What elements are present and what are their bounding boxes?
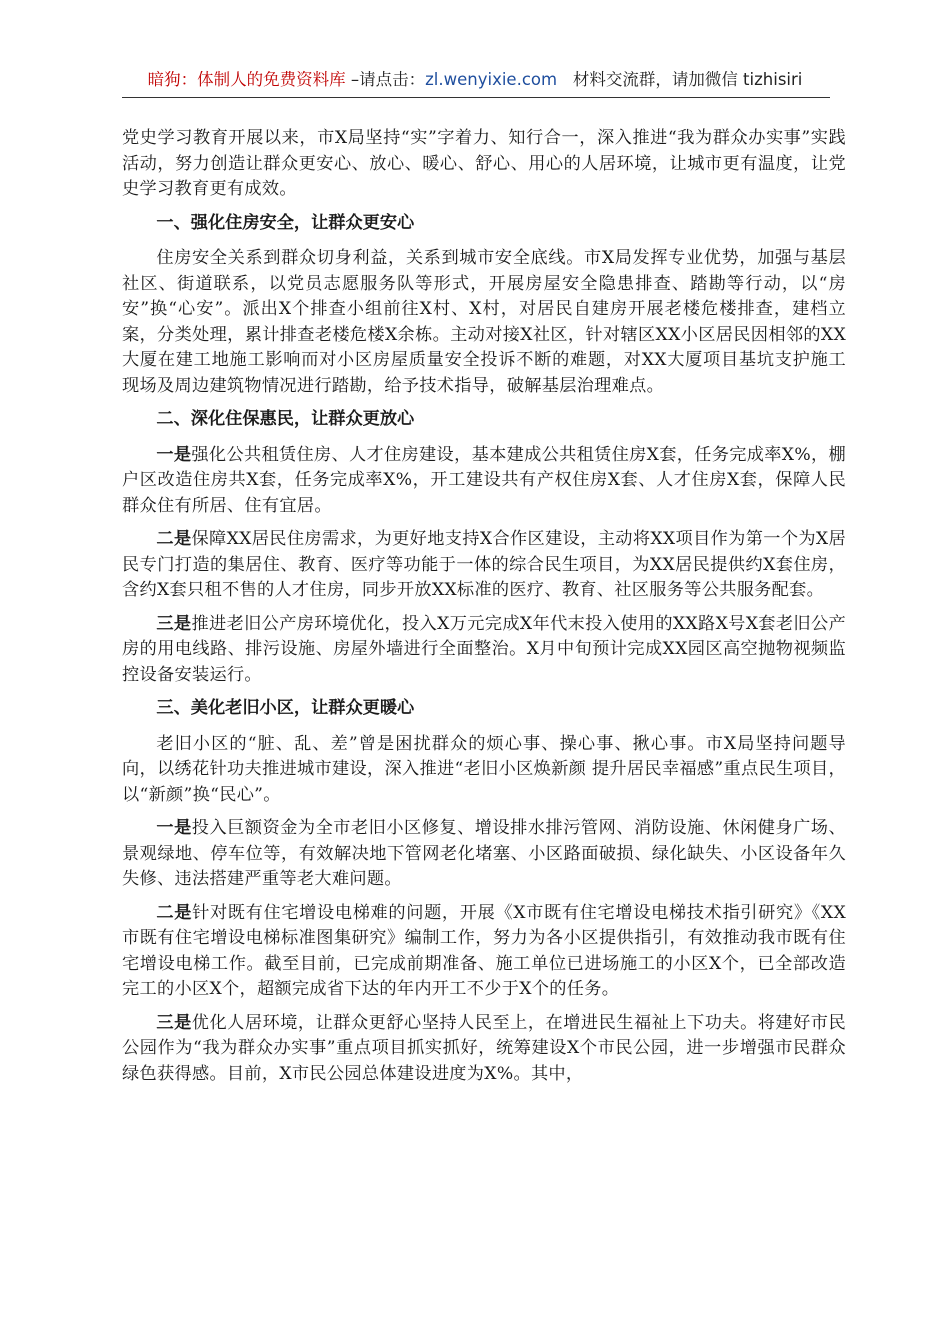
item-lead: 三是: [156, 1012, 192, 1033]
intro-paragraph: 党史学习教育开展以来，市X局坚持“实”字着力、知行合一，深入推进“我为群众办实事”实践活动，努力创造让群众更安心、放心、暖心、舒心、用心的人居环境，让城市更有温度，让党史学习教育更有成效。: [122, 128, 846, 199]
document-body: [122, 126, 846, 1095]
section-3-item-3: [122, 1011, 846, 1088]
section-3-title: 三、美化老旧小区，让群众更暖心: [156, 698, 415, 718]
header-brand: 暗狗：体制人的免费资料库: [147, 70, 346, 89]
item-lead: 一是: [156, 444, 192, 465]
item-text: 推进老旧公产房环境优化，投入X万元完成X年代末投入使用的XX路X号X套老旧公产房的用电线路、排污设施、房屋外墙进行全面整治。X月中旬预计完成XX园区高空抛物视频监控设备安装运行。: [122, 613, 846, 685]
page-header: [122, 68, 828, 92]
item-text: 保障XX居民住房需求，为更好地支持X合作区建设，主动将XX项目作为第一个为X居民专门打造的集居住、教育、医疗等功能于一体的综合民生项目，为XX居民提供约X套住房，含约X套只租不售的人才住房，同步开放XX标准的医疗、教育、社区服务等公共服务配套。: [122, 529, 846, 600]
section-2-title: 二、深化住保惠民，让群众更放心: [156, 409, 415, 429]
section-2-item-2: [122, 527, 846, 604]
item-text: 针对既有住宅增设电梯难的问题，开展《X市既有住宅增设电梯技术指引研究》《XX市既有住宅增设电梯标准图集研究》编制工作，努力为各小区提供指引，有效推动我市既有住宅增设电梯工作。截至目前，已完成前期准备、施工单位已进场施工的小区X个，已全部改造完工的小区X个，超额完成省下达的年内开工不少于X个的任务。: [122, 902, 847, 999]
item-text: 投入巨额资金为全市老旧小区修复、增设排水排污管网、消防设施、休闲健身广场、景观绿地、停车位等，有效解决地下管网老化堵塞、小区路面破损、绿化缺失、小区设备年久失修、违法搭建严重等老大难问题。: [122, 818, 846, 889]
section-3-item-2: [122, 901, 846, 1003]
section-2-item-3: [122, 612, 846, 689]
item-lead: 一是: [156, 818, 192, 838]
section-1-title: 一、强化住房安全，让群众更安心: [156, 212, 415, 233]
item-lead: 二是: [156, 529, 192, 549]
header-divider: [122, 97, 830, 98]
header-url-link[interactable]: zl.wenyixie.com: [425, 70, 558, 89]
item-text: 优化人居环境，让群众更舒心坚持人民至上，在增进民生福祉上下功夫。将建好市民公园作为“我为群众办实事”重点项目抓实抓好，统筹建设X个市民公园，进一步增强市民群众绿色获得感。目前，X市民公园总体建设进度为X%。其中，: [122, 1012, 846, 1084]
section-3-paragraph: 老旧小区的“脏、乱、差”曾是困扰群众的烦心事、操心事、揪心事。市X局坚持问题导向，以绣花针功夫推进城市建设，深入推进“老旧小区焕新颜 提升居民幸福感”重点民生项目，以“新颜”换“民心”。: [122, 733, 846, 805]
item-lead: 三是: [156, 613, 192, 634]
section-2-item-1: [122, 443, 846, 520]
header-click-prompt: –请点击：: [345, 70, 426, 89]
section-3-item-1: [122, 816, 846, 893]
item-lead: 二是: [156, 902, 193, 923]
header-contact: 材料交流群，请加微信 tizhisiri: [572, 70, 803, 89]
section-1-paragraph: 住房安全关系到群众切身利益，关系到城市安全底线。市X局发挥专业优势，加强与基层社区、街道联系，以党员志愿服务队等形式，开展房屋安全隐患排查、踏勘等行动，以“房安”换“心安”。派出X个排查小组前往X村、X村，对居民自建房开展老楼危楼排查，建档立案，分类处理，累计排查老楼危楼X余栋。主动对接X社区，针对辖区XX小区居民因相邻的XX大厦在建工地施工影响而对小区房屋质量安全投诉不断的难题，对XX大厦项目基坑支护施工现场及周边建筑物情况进行踏勘，给予技术指导，破解基层治理难点。: [122, 248, 846, 396]
item-text: 强化公共租赁住房、人才住房建设，基本建成公共租赁住房X套，任务完成率X%，棚户区改造住房共X套，任务完成率X%，开工建设共有产权住房X套、人才住房X套，保障人民群众住有所居、住有宜居。: [122, 444, 846, 516]
